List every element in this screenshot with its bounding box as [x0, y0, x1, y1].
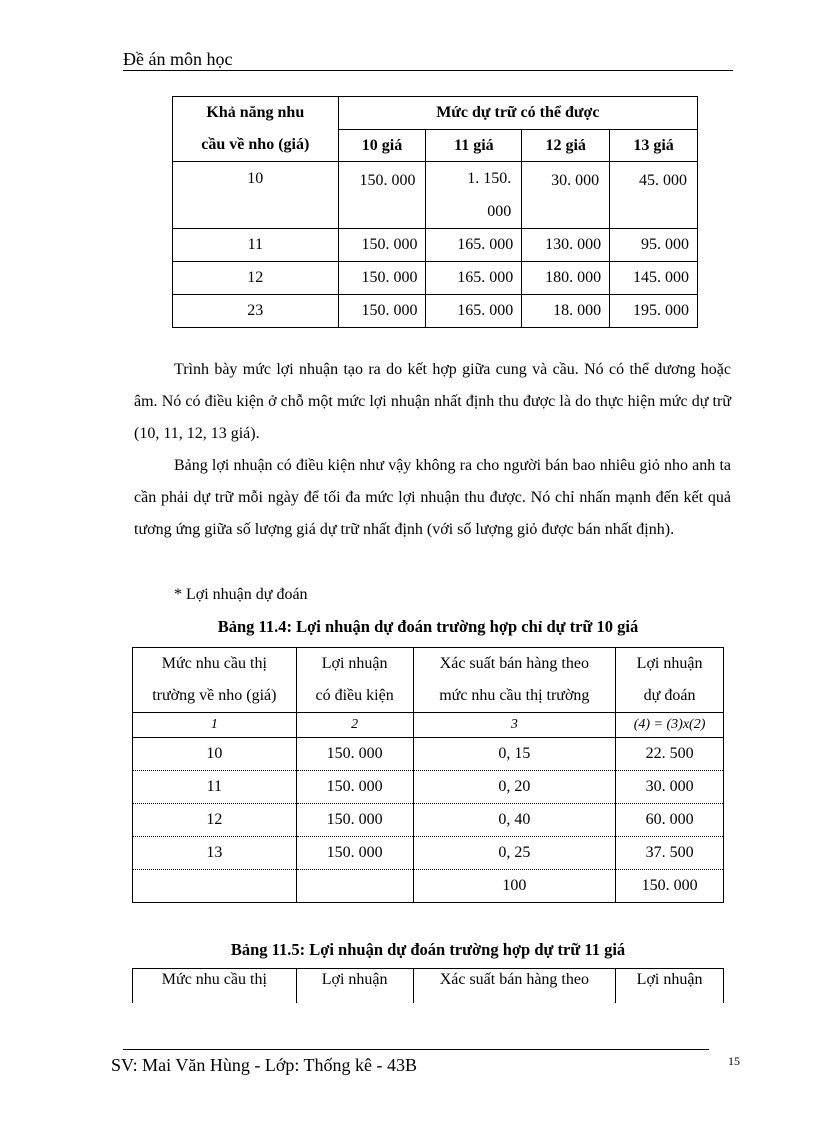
table-cell-line: 000	[487, 203, 512, 220]
table-cell: 23	[173, 295, 339, 328]
index-cell: 1	[133, 713, 297, 738]
table1-header-reserve-group: Mức dự trữ có thể được	[338, 97, 697, 130]
table-cell: 95. 000	[610, 229, 698, 262]
table-cell: 145. 000	[610, 262, 698, 295]
paragraph-conditional-profit: Bảng lợi nhuận có điều kiện như vậy không ra cho người bán bao nhiêu giỏ nho anh ta cần phải dự trữ mỗi ngày để tối đa mức lợi nhuận thu được. Nó chỉ nhấn mạnh đến kết quả tương ứng giữa số lượng giá dự trữ nhất định (với số lượng giỏ được bán nhất định).	[134, 457, 731, 538]
table-cell: 195. 000	[610, 295, 698, 328]
paragraph-profit-description: Trình bày mức lợi nhuận tạo ra do kết hợp giữa cung và cầu. Nó có thể dương hoặc âm. Nó có điều kiện ở chỗ một mức lợi nhuận nhất định thu được là do thực hiện mức dự trữ (10, 11, 12, 13 giá).	[134, 361, 731, 442]
table-cell: 165. 000	[426, 229, 522, 262]
table-cell: 0, 40	[413, 804, 616, 837]
table2-header	[296, 648, 413, 713]
table1-subheader: 11 giá	[426, 130, 522, 162]
table-cell	[426, 162, 522, 229]
header-line: Lợi nhuận	[636, 655, 703, 672]
table-cell: 165. 000	[426, 262, 522, 295]
table-cell: 150. 000	[338, 295, 426, 328]
table-row	[173, 262, 698, 295]
section-expected-profit: * Lợi nhuận dự đoán	[174, 586, 308, 603]
table1-subheader: 12 giá	[522, 130, 610, 162]
table-cell-line: 1. 150.	[467, 170, 512, 187]
expected-profit-table-11	[132, 968, 724, 1003]
header-line: Xác suất bán hàng theo	[439, 655, 589, 672]
header-line: Lợi nhuận	[321, 655, 388, 672]
table-cell: 0, 25	[413, 837, 616, 870]
table-row	[173, 295, 698, 328]
table-cell: 10	[133, 738, 297, 771]
header-line: mức nhu cầu thị trường	[439, 687, 590, 704]
total-row	[133, 870, 724, 903]
table-row	[133, 837, 724, 870]
table-row	[133, 738, 724, 771]
table-row	[173, 162, 698, 229]
table-cell: 12	[133, 804, 297, 837]
index-cell: 3	[413, 713, 616, 738]
table2-header	[133, 648, 297, 713]
table-cell: 150. 000	[296, 738, 413, 771]
table3-header: Mức nhu cầu thị	[133, 969, 297, 1003]
table3-caption: Bảng 11.5: Lợi nhuận dự đoán trường hợp dự trữ 11 giá	[230, 940, 626, 959]
table-cell	[133, 870, 297, 903]
table-cell: 150. 000	[338, 262, 426, 295]
table-cell: 30. 000	[616, 771, 724, 804]
table-cell: 150. 000	[616, 870, 724, 903]
footer-student-info: SV: Mai Văn Hùng - Lớp: Thống kê - 43B	[111, 1055, 417, 1075]
table-cell: 45. 000	[610, 162, 698, 229]
table1-header-demand	[173, 97, 339, 162]
table1-header-demand-line1: Khả năng nhu	[206, 104, 305, 121]
header-divider	[123, 70, 733, 71]
table-cell: 13	[133, 837, 297, 870]
page-number: 15	[728, 1054, 740, 1068]
table1-subheader: 13 giá	[610, 130, 698, 162]
footer-divider	[123, 1049, 709, 1050]
table-cell: 100	[413, 870, 616, 903]
table-cell: 11	[133, 771, 297, 804]
table-cell: 150. 000	[338, 229, 426, 262]
index-cell: 2	[296, 713, 413, 738]
table1-subheader: 10 giá	[338, 130, 426, 162]
table-cell: 180. 000	[522, 262, 610, 295]
header-line: Mức nhu cầu thị	[161, 655, 267, 672]
table-cell: 0, 20	[413, 771, 616, 804]
table-cell: 37. 500	[616, 837, 724, 870]
table3-header: Lợi nhuận	[616, 969, 724, 1003]
expected-profit-table-10	[132, 647, 724, 903]
table-row	[133, 804, 724, 837]
index-cell: (4) = (3)x(2)	[616, 713, 724, 738]
table-cell: 150. 000	[338, 162, 426, 229]
table-cell	[296, 870, 413, 903]
header-line: có điều kiện	[315, 687, 394, 704]
table3-header: Xác suất bán hàng theo	[413, 969, 616, 1003]
table-cell: 150. 000	[296, 804, 413, 837]
table-cell: 150. 000	[296, 771, 413, 804]
page-header-title: Đề án môn học	[123, 49, 233, 69]
table2-header	[616, 648, 724, 713]
table-cell: 10	[173, 162, 339, 229]
table1-header-demand-line2: cầu về nho (giá)	[201, 136, 310, 153]
table2-header	[413, 648, 616, 713]
table-cell: 30. 000	[522, 162, 610, 229]
table-cell: 22. 500	[616, 738, 724, 771]
table2-caption: Bảng 11.4: Lợi nhuận dự đoán trường hợp chỉ dự trữ 10 giá	[217, 617, 639, 636]
table3-header: Lợi nhuận	[296, 969, 413, 1003]
header-line: dự đoán	[643, 687, 696, 704]
table-row	[133, 771, 724, 804]
table-cell: 0, 15	[413, 738, 616, 771]
table-row	[173, 229, 698, 262]
table-cell: 11	[173, 229, 339, 262]
header-line: trường về nho (giá)	[152, 687, 277, 704]
reserve-profit-table	[172, 96, 698, 328]
table-cell: 150. 000	[296, 837, 413, 870]
table-cell: 130. 000	[522, 229, 610, 262]
table-cell: 18. 000	[522, 295, 610, 328]
table-cell: 165. 000	[426, 295, 522, 328]
table-cell: 60. 000	[616, 804, 724, 837]
table-cell: 12	[173, 262, 339, 295]
